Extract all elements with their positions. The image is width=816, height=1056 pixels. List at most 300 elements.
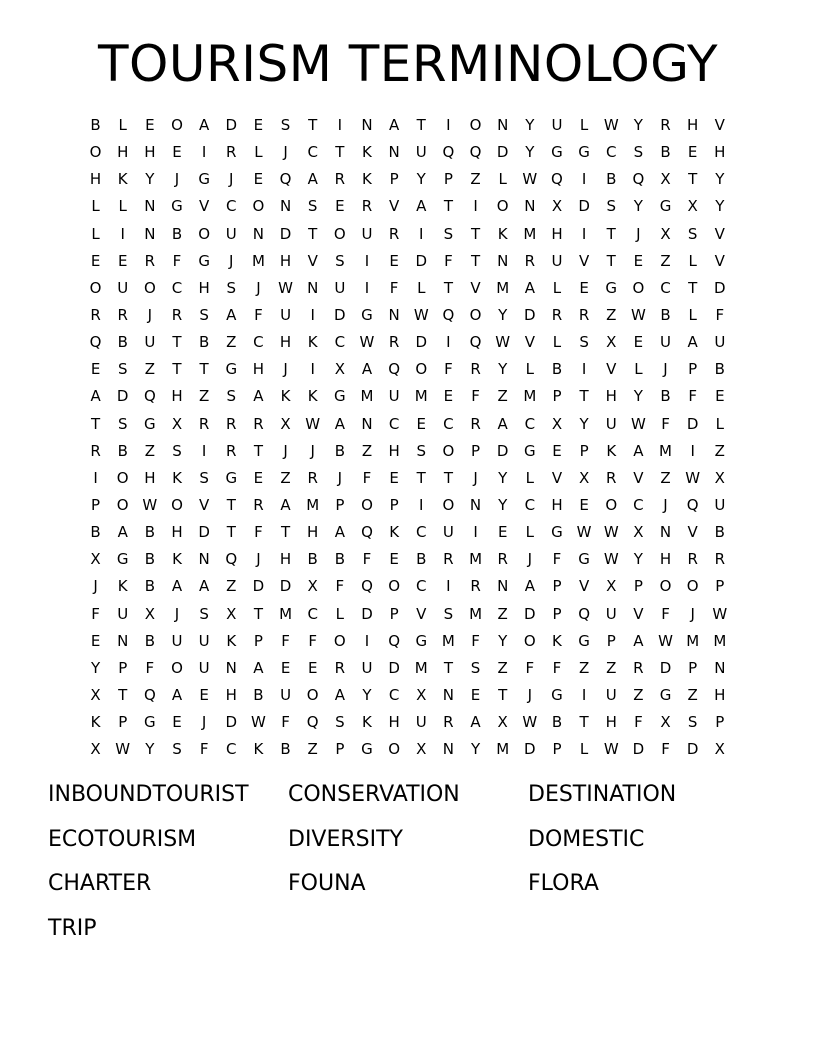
grid-letter: H (714, 143, 726, 162)
grid-letter: T (226, 495, 236, 514)
grid-letter: Y (362, 685, 372, 704)
grid-letter: C (307, 143, 318, 162)
grid-letter: D (496, 143, 509, 162)
grid-letter: C (226, 740, 237, 759)
grid-letter: Y (715, 197, 725, 216)
grid-letter: C (307, 604, 318, 623)
grid-letter: K (253, 740, 264, 759)
grid-letter: I (473, 523, 478, 542)
grid-letter: W (142, 495, 158, 514)
grid-letter: J (174, 604, 180, 623)
grid-letter: S (280, 116, 291, 134)
grid-letter: Y (145, 170, 155, 189)
grid-letter: V (307, 251, 318, 270)
grid-letter: D (415, 251, 428, 270)
grid-letter: X (714, 740, 725, 759)
grid-letter: M (659, 441, 672, 460)
grid-letter: E (389, 550, 399, 569)
grid-letter: S (226, 278, 237, 297)
grid-letter: S (199, 305, 209, 324)
grid-letter: G (171, 197, 183, 216)
grid-letter: X (171, 414, 183, 433)
grid-letter: R (334, 170, 346, 189)
grid-letter: N (497, 251, 509, 270)
grid-letter: R (633, 658, 644, 677)
grid-letter: F (688, 387, 697, 406)
grid-letter: I (581, 170, 587, 189)
grid-letter: O (605, 495, 618, 514)
grid-letter: H (171, 387, 183, 406)
grid-letter: Q (306, 713, 319, 732)
grid-letter: T (443, 468, 453, 487)
word-list (48, 780, 768, 958)
grid-letter: I (337, 116, 343, 134)
grid-letter: D (225, 116, 238, 134)
grid-letter: A (687, 333, 698, 352)
grid-letter: D (225, 713, 238, 732)
grid-letter: N (524, 197, 536, 216)
grid-letter: H (225, 685, 237, 704)
grid-letter: E (470, 685, 481, 704)
grid-letter: D (524, 604, 536, 623)
grid-letter: G (334, 387, 346, 406)
grid-letter: W (685, 468, 701, 487)
word-list-item: CHARTER (48, 871, 152, 896)
grid-letter: Z (307, 740, 318, 759)
grid-letter: B (198, 333, 210, 352)
grid-row (82, 302, 734, 329)
grid-letter: R (443, 713, 454, 732)
grid-letter: Y (633, 116, 643, 134)
grid-letter: A (524, 278, 535, 297)
grid-letter: L (525, 468, 534, 487)
grid-letter: L (254, 143, 263, 162)
grid-letter: R (606, 468, 617, 487)
grid-letter: Q (469, 333, 482, 352)
grid-letter: Z (198, 387, 210, 406)
grid-letter: H (659, 550, 672, 569)
grid-letter: T (118, 685, 128, 704)
grid-letter: G (361, 740, 373, 759)
grid-letter: D (388, 658, 400, 677)
grid-letter: C (416, 577, 427, 596)
grid-letter: N (144, 197, 156, 216)
grid-letter: H (89, 170, 102, 189)
grid-letter: B (90, 523, 101, 542)
grid-letter: Z (606, 658, 617, 677)
grid-letter: T (226, 523, 236, 542)
grid-letter: O (89, 278, 102, 297)
grid-letter: R (253, 414, 264, 433)
grid-letter: A (470, 713, 481, 732)
grid-letter: G (116, 550, 129, 569)
grid-letter: P (688, 360, 698, 379)
grid-letter: X (144, 604, 155, 623)
grid-letter: J (636, 224, 641, 243)
grid-letter: E (253, 170, 264, 189)
grid-letter: G (659, 197, 672, 216)
grid-letter: T (606, 224, 616, 243)
grid-letter: R (226, 441, 237, 460)
grid-letter: X (633, 523, 644, 542)
grid-letter: W (495, 333, 511, 352)
grid-letter: S (443, 604, 454, 623)
grid-letter: A (253, 658, 264, 677)
grid-letter: A (334, 523, 345, 542)
grid-row (82, 438, 734, 465)
grid-letter: Y (498, 305, 508, 324)
grid-letter: S (579, 333, 589, 352)
grid-letter: P (552, 740, 562, 759)
grid-letter: V (199, 197, 210, 216)
grid-row (82, 709, 734, 736)
grid-letter: D (334, 305, 346, 324)
grid-letter: F (661, 740, 670, 759)
grid-letter: C (633, 495, 644, 514)
grid-letter: G (415, 631, 428, 650)
grid-letter: U (714, 495, 726, 514)
grid-letter: M (414, 658, 428, 677)
grid-letter: W (712, 604, 728, 623)
grid-letter: W (603, 550, 619, 569)
grid-letter: H (687, 116, 699, 134)
grid-letter: F (634, 713, 643, 732)
grid-letter: F (715, 305, 725, 324)
grid-letter: B (253, 685, 264, 704)
grid-letter: Z (144, 360, 155, 379)
grid-letter: F (308, 631, 318, 650)
grid-letter: S (687, 224, 698, 243)
grid-letter: V (578, 251, 590, 270)
grid-letter: J (256, 550, 261, 569)
grid-letter: B (90, 116, 101, 134)
grid-letter: R (361, 197, 373, 216)
grid-letter: X (307, 577, 318, 596)
grid-letter: E (552, 441, 562, 460)
grid-letter: N (117, 631, 129, 650)
grid-letter: Q (279, 170, 292, 189)
grid-letter: W (250, 713, 266, 732)
grid-letter: U (280, 305, 292, 324)
grid-letter: U (605, 414, 617, 433)
grid-letter: X (606, 333, 617, 352)
grid-letter: X (551, 197, 563, 216)
grid-letter: K (307, 333, 318, 352)
grid-letter: I (581, 224, 587, 243)
grid-letter: F (172, 251, 182, 270)
grid-letter: J (229, 170, 234, 189)
grid-letter: E (172, 713, 182, 732)
grid-letter: W (359, 333, 375, 352)
grid-letter: I (93, 468, 98, 487)
grid-letter: O (306, 685, 319, 704)
grid-letter: Z (687, 685, 698, 704)
grid-letter: A (633, 631, 644, 650)
grid-letter: U (714, 333, 726, 352)
grid-letter: Q (632, 170, 645, 189)
grid-letter: H (279, 333, 292, 352)
grid-letter: T (443, 278, 453, 297)
grid-letter: Y (498, 360, 508, 379)
word-list-item: FOUNA (288, 871, 366, 896)
grid-letter: B (660, 305, 671, 324)
grid-letter: J (93, 577, 98, 596)
grid-letter: C (416, 523, 427, 542)
grid-letter: O (171, 495, 183, 514)
grid-letter: G (524, 441, 536, 460)
grid-letter: R (198, 414, 210, 433)
grid-letter: T (443, 658, 453, 677)
grid-letter: Z (497, 658, 508, 677)
grid-letter: B (171, 224, 183, 243)
grid-letter: Y (145, 740, 155, 759)
grid-letter: P (253, 631, 263, 650)
grid-letter: J (283, 360, 288, 379)
grid-letter: B (660, 143, 671, 162)
grid-letter: O (171, 658, 183, 677)
grid-row (82, 519, 734, 546)
grid-letter: F (145, 658, 155, 677)
grid-letter: Q (143, 387, 156, 406)
grid-letter: A (334, 685, 345, 704)
grid-letter: Q (442, 143, 455, 162)
grid-letter: U (117, 604, 129, 623)
grid-letter: V (578, 577, 590, 596)
grid-row (82, 383, 734, 410)
grid-letter: T (199, 360, 209, 379)
grid-letter: B (117, 441, 128, 460)
grid-letter: I (310, 360, 315, 379)
grid-letter: Y (579, 414, 589, 433)
grid-letter: F (661, 604, 670, 623)
grid-letter: W (630, 305, 646, 324)
grid-row (82, 166, 734, 193)
grid-letter: Q (578, 604, 590, 623)
word-list-item: FLORA (528, 871, 599, 896)
grid-letter: W (413, 305, 429, 324)
grid-letter: S (117, 414, 128, 433)
word-list-item: ECOTOURISM (48, 826, 197, 852)
grid-letter: G (198, 251, 210, 270)
grid-letter: J (527, 550, 533, 569)
grid-letter: D (578, 197, 590, 216)
grid-letter: R (714, 550, 726, 569)
grid-letter: V (714, 116, 725, 134)
grid-letter: Z (280, 468, 291, 487)
grid-letter: L (118, 116, 127, 134)
grid-letter: N (198, 550, 210, 569)
grid-letter: I (364, 278, 370, 297)
grid-letter: G (551, 523, 563, 542)
grid-letter: M (360, 387, 374, 406)
word-list-item: DESTINATION (528, 782, 677, 807)
grid-letter: B (307, 550, 318, 569)
grid-letter: M (496, 278, 510, 297)
grid-letter: S (687, 713, 698, 732)
grid-letter: I (473, 197, 478, 216)
grid-letter: N (225, 658, 237, 677)
grid-letter: U (198, 658, 210, 677)
grid-letter: T (416, 116, 426, 134)
grid-letter: F (281, 631, 290, 650)
word-list-item: DIVERSITY (288, 826, 403, 852)
grid-letter: A (497, 414, 508, 433)
grid-letter: Q (388, 360, 401, 379)
grid-letter: X (660, 224, 671, 243)
grid-letter: Y (498, 468, 508, 487)
grid-letter: R (687, 550, 698, 569)
grid-letter: R (90, 305, 101, 324)
grid-letter: F (335, 577, 345, 596)
grid-letter: P (579, 441, 589, 460)
grid-letter: N (361, 116, 373, 134)
grid-letter: M (441, 631, 455, 650)
grid-letter: S (335, 713, 345, 732)
grid-letter: G (361, 305, 373, 324)
grid-letter: Y (416, 170, 426, 189)
grid-letter: C (606, 143, 617, 162)
grid-letter: G (578, 143, 590, 162)
grid-letter: U (415, 713, 427, 732)
grid-letter: T (579, 713, 589, 732)
grid-letter: C (334, 333, 346, 352)
grid-letter: U (280, 685, 292, 704)
grid-letter: E (443, 387, 454, 406)
grid-letter: B (551, 713, 563, 732)
grid-letter: V (714, 251, 725, 270)
grid-row (82, 139, 734, 166)
grid-letter: D (686, 414, 699, 433)
grid-letter: A (334, 414, 345, 433)
grid-letter: E (253, 116, 264, 134)
grid-letter: K (172, 468, 182, 487)
grid-letter: B (117, 333, 128, 352)
grid-letter: Z (714, 441, 725, 460)
grid-letter: M (523, 387, 537, 406)
grid-letter: R (443, 550, 454, 569)
grid-letter: M (469, 604, 483, 623)
grid-letter: B (714, 523, 725, 542)
word-list-item: CONSERVATION (288, 782, 460, 807)
grid-letter: D (714, 278, 726, 297)
grid-row (82, 573, 734, 600)
grid-letter: Z (470, 170, 481, 189)
grid-letter: E (416, 414, 426, 433)
grid-letter: Z (578, 658, 590, 677)
grid-letter: E (389, 468, 399, 487)
grid-letter: I (581, 685, 587, 704)
grid-letter: C (388, 414, 400, 433)
grid-letter: R (470, 414, 481, 433)
grid-letter: W (576, 523, 592, 542)
grid-letter: H (144, 143, 156, 162)
grid-letter: T (280, 523, 291, 542)
grid-letter: J (473, 468, 478, 487)
grid-letter: N (497, 116, 509, 134)
grid-letter: Y (525, 116, 535, 134)
grid-letter: O (89, 143, 102, 162)
grid-letter: E (497, 523, 508, 542)
grid-letter: D (252, 577, 265, 596)
grid-letter: D (632, 740, 645, 759)
grid-letter: J (147, 305, 153, 324)
grid-letter: L (688, 251, 697, 270)
grid-letter: F (471, 387, 480, 406)
grid-letter: V (524, 333, 535, 352)
grid-letter: N (388, 143, 400, 162)
grid-letter: E (389, 251, 399, 270)
grid-letter: G (605, 278, 618, 297)
grid-letter: E (633, 333, 644, 352)
grid-letter: F (281, 713, 290, 732)
grid-letter: U (605, 685, 617, 704)
grid-letter: Q (686, 495, 699, 514)
grid-letter: A (90, 387, 101, 406)
grid-letter: I (419, 495, 424, 514)
grid-letter: C (226, 197, 237, 216)
grid-letter: P (91, 495, 101, 514)
grid-letter: X (578, 468, 590, 487)
grid-letter: P (389, 170, 399, 189)
grid-letter: I (201, 143, 207, 162)
grid-letter: O (333, 224, 346, 243)
grid-letter: K (497, 224, 508, 243)
grid-letter: Y (470, 740, 481, 759)
grid-letter: F (362, 550, 372, 569)
grid-letter: U (361, 224, 373, 243)
grid-letter: Z (606, 305, 617, 324)
grid-letter: F (389, 278, 399, 297)
word-list-item: TRIP (48, 915, 97, 941)
grid-letter: D (279, 224, 292, 243)
grid-letter: Y (633, 550, 643, 569)
grid-letter: C (524, 414, 536, 433)
grid-letter: D (524, 740, 536, 759)
grid-letter: X (226, 604, 237, 623)
grid-letter: X (687, 197, 698, 216)
grid-letter: L (525, 360, 534, 379)
grid-letter: R (470, 360, 481, 379)
page-title: TOURISM TERMINOLOGY (98, 35, 718, 93)
grid-letter: T (172, 360, 182, 379)
grid-letter: P (606, 631, 616, 650)
grid-letter: X (416, 740, 427, 759)
grid-letter: M (414, 387, 428, 406)
grid-letter: K (362, 713, 372, 732)
grid-letter: Q (442, 305, 455, 324)
grid-letter: R (524, 251, 536, 270)
grid-letter: O (333, 631, 346, 650)
grid-letter: D (659, 658, 672, 677)
grid-letter: Y (633, 387, 643, 406)
grid-letter: E (307, 658, 318, 677)
grid-letter: N (144, 224, 156, 243)
grid-letter: Y (633, 197, 643, 216)
grid-letter: Y (498, 631, 508, 650)
grid-letter: G (144, 414, 156, 433)
grid-letter: A (416, 197, 427, 216)
grid-row (82, 492, 734, 519)
grid-letter: G (659, 685, 672, 704)
grid-letter: H (279, 550, 292, 569)
grid-letter: G (578, 550, 590, 569)
grid-letter: G (551, 143, 563, 162)
grid-letter: O (388, 740, 401, 759)
grid-letter: P (389, 604, 399, 623)
grid-letter: B (714, 360, 725, 379)
grid-letter: Q (89, 333, 102, 352)
grid-letter: E (280, 658, 291, 677)
